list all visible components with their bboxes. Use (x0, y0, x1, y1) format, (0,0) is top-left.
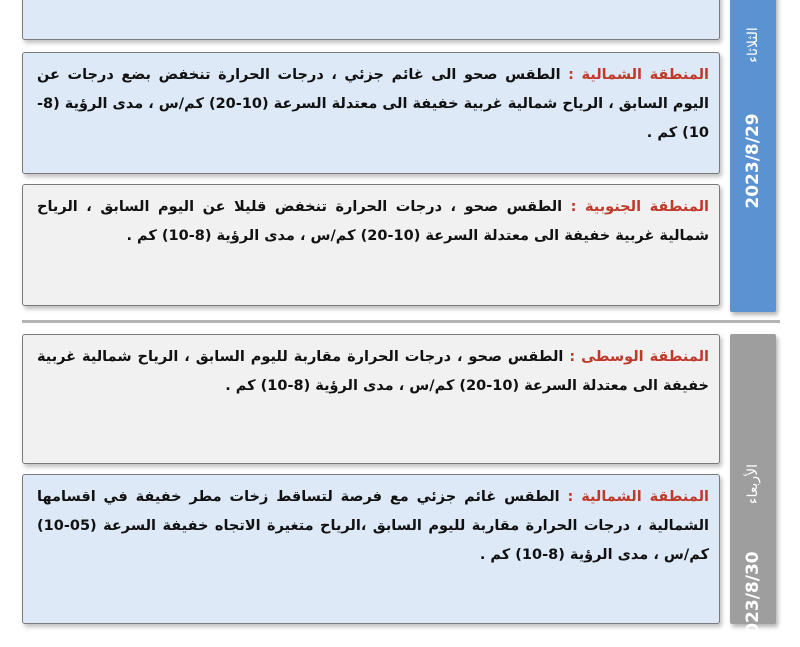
region-box-day1-south (22, 184, 720, 306)
region-label: المنطقة الشمالية (581, 489, 709, 505)
day-1-date: 2023/8/29 (743, 113, 763, 209)
region-label: المنطقة الوسطى (581, 349, 709, 365)
region-text-day2-north: المنطقة الشمالية : الطقس غائم جزئي مع فرصة لتساقط زخات مطر خفيفة في اقسامها الشمالية ، درجات الحرارة مقاربة لليوم السابق ،الرياح متغيرة الاتجاه خفيفة السرعة (05-10) كم/س ، مدى الرؤية (8-10) كم . (37, 489, 709, 563)
day-2-weekday: الأربعاء (745, 463, 761, 505)
day-1-date-label (743, 113, 763, 208)
region-box-day1-north (22, 52, 720, 174)
region-forecast: الطقس صحو ، درجات الحرارة تنخفض قليلا عن اليوم السابق ، الرياح شمالية غربية خفيفة الى معتدلة السرعة (10-20) كم/س ، مدى الرؤية (8-10) كم . (37, 199, 709, 244)
day-1-date-column (730, 0, 776, 312)
region-text-day1-south: المنطقة الجنوبية : الطقس صحو ، درجات الحرارة تنخفض قليلا عن اليوم السابق ، الرياح شمالية غربية خفيفة الى معتدلة السرعة (10-20) كم/س ، مدى الرؤية (8-10) كم . (37, 199, 709, 244)
region-box-day2-central (22, 334, 720, 464)
region-forecast: الطقس صحو ، درجات الحرارة مقاربة لليوم السابق ، الرياح شمالية غربية خفيفة الى معتدلة السرعة (10-20) كم/س ، مدى الرؤية (8-10) كم . (37, 349, 709, 394)
region-box-previous (22, 0, 720, 40)
region-text-day2-central: المنطقة الوسطى : الطقس صحو ، درجات الحرارة مقاربة لليوم السابق ، الرياح شمالية غربية خفيفة الى معتدلة السرعة (10-20) كم/س ، مدى الرؤية (8-10) كم . (37, 349, 709, 394)
region-forecast: الطقس صحو الى غائم جزئي ، درجات الحرارة تنخفض بضع درجات عن اليوم السابق ، الرياح شمالية غربية خفيفة الى معتدلة السرعة (10-20) كم/س ، مدى الرؤية (8-10) كم . (37, 67, 709, 141)
day-2-date: 2023/8/30 (743, 551, 763, 647)
region-label: المنطقة الجنوبية (585, 199, 709, 215)
day-1-weekday: الثلاثاء (745, 27, 761, 63)
day-2-date-column (730, 334, 776, 647)
region-text-day1-north: المنطقة الشمالية : الطقس صحو الى غائم جزئي ، درجات الحرارة تنخفض بضع درجات عن اليوم السابق ، الرياح شمالية غربية خفيفة الى معتدلة السرعة (10-20) كم/س ، مدى الرؤية (8-10) كم . (37, 67, 709, 141)
region-box-day2-north (22, 474, 720, 624)
region-forecast: الطقس غائم جزئي مع فرصة لتساقط زخات مطر خفيفة في اقسامها الشمالية ، درجات الحرارة مقاربة لليوم السابق ،الرياح متغيرة الاتجاه خفيفة السرعة (05-10) كم/س ، مدى الرؤية (8-10) كم . (37, 489, 709, 563)
day-separator (22, 320, 780, 323)
region-label: المنطقة الشمالية (581, 67, 709, 83)
